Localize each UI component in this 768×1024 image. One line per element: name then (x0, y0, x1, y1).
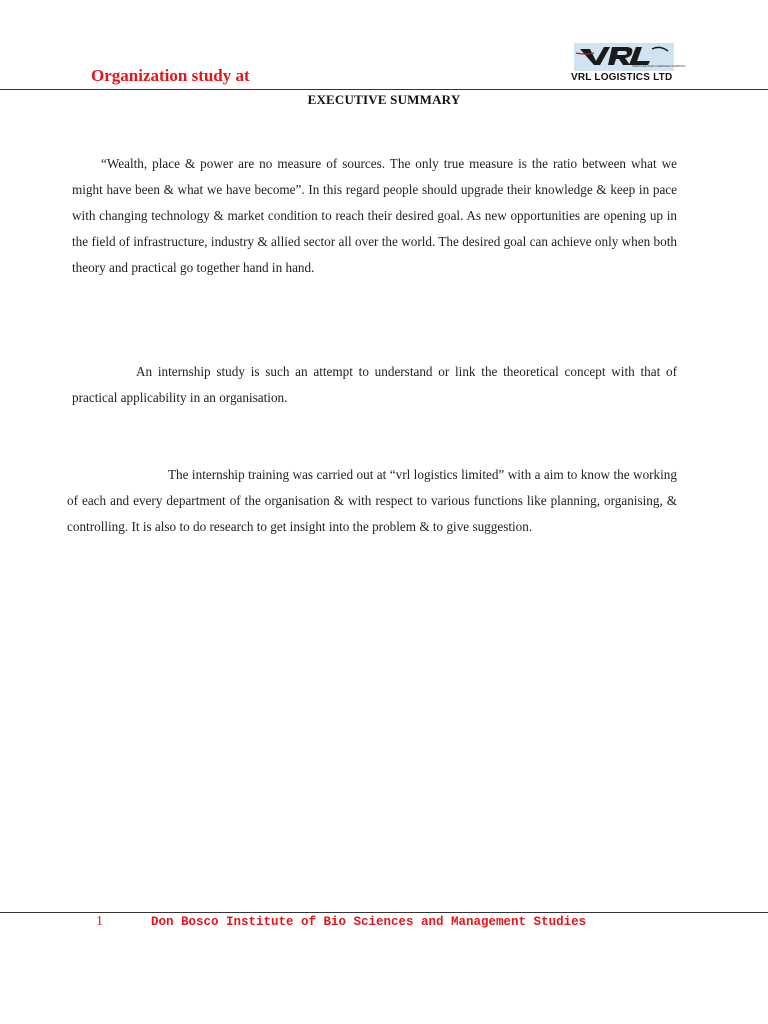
paragraph-intro: “Wealth, place & power are no measure of sources. The only true measure is the ratio between what we might have been & what we have become”. In this regard people should upgrade their knowledge & keep in pace with changing technology & market condition to reach their desired goal. As new opportunities are opening up in the field of infrastructure, industry & allied sector all over the world. The desired goal can achieve only when both theory and practical go together hand in hand. (72, 156, 677, 275)
paragraph-internship-training: The internship training was carried out at “vrl logistics limited” with a aim to know the working of each and every department of the organisation & with respect to various functions like planning, organising, & controlling. It is also to do research to get insight into the problem & to give suggestion. (67, 467, 677, 534)
page-number: 1 (96, 914, 103, 929)
company-logo (568, 43, 687, 85)
vrl-logo-icon (574, 43, 687, 71)
logo-company-name: VRL LOGISTICS LTD (571, 72, 673, 83)
paragraph-internship-study: An internship study is such an attempt to understand or link the theoretical concept with that of practical applicability in an organisation. (72, 364, 677, 405)
footer-divider (0, 912, 768, 913)
section-title: EXECUTIVE SUMMARY (307, 92, 461, 107)
header-divider (0, 89, 768, 90)
footer-institution: Don Bosco Institute of Bio Sciences and Management Studies (151, 915, 587, 929)
logo-tagline: VEHICLES AND CARRIAGE COMPANY (632, 64, 687, 68)
header-title: Organization study at (91, 66, 250, 85)
